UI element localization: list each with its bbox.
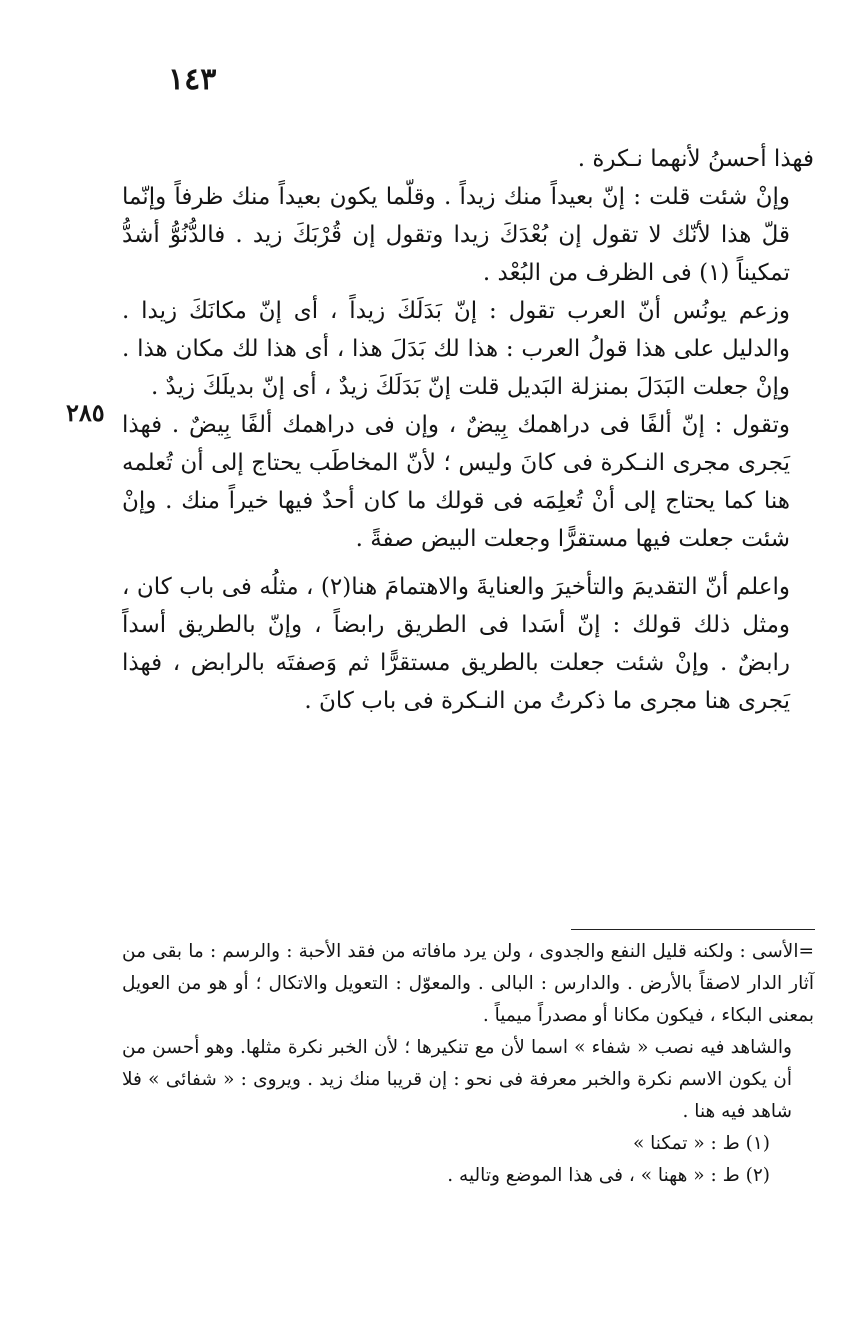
footnote-continuation-1: =الأسى : ولكنه قليل النفع والجدوى ، ولن يرد مافاته من فقد الأحبة : والرسم : ما بقى من آثار الدار لاصقاً بالأرض . والدارس : البالى . والمعوّل : التعويل والاتكال ؛ أو هو من العويل بمعنى البكاء ، فيكون مكانا أو مصدراً ميمياً . <box>122 941 814 1026</box>
main-text-body <box>122 140 814 720</box>
paragraph-4: وتقول : إنّ ألفًا فى دراهمك بِيضٌ ، وإن فى دراهمك ألفًا بِيضٌ . فهذا يَجرى مجرى النـكرة فى كانَ وليس ؛ لأنّ المخاطَب يحتاج إلى أن تُعلمه هنا كما يحتاج إلى أنْ تُعلِمَه فى قولك ما كان أحدٌ فيها خيراً منك . وإنْ شئت جعلت فيها مستقرًّا وجعلت البيض صفةً . <box>122 412 790 552</box>
paragraph-3: وزعم يونُس أنّ العرب تقول : إنّ بَدَلَكَ زيداً ، أى إنّ مكانَكَ زيدا . والدليل على هذا قولُ العرب : هذا لك بَدَلَ هذا ، أى هذا لك مكان هذا . وإنْ جعلت البَدَلَ بمنزلة البَديل قلت إنّ بَدَلَكَ زيدٌ ، أى إنّ بديلَكَ زيدٌ . <box>122 298 790 400</box>
footnotes-section <box>122 936 814 1192</box>
paragraph-2: وإنْ شئت قلت : إنّ بعيداً منك زيداً . وقلّما يكون بعيداً منك ظرفاً وإنّما قلّ هذا لأنّك لا تقول إن بُعْدَكَ زيدا وتقول إن قُرْبَكَ زيد . فالدُّنُوُّ أشدُّ تمكيناً (١) فى الظرف من البُعْد . <box>122 184 790 286</box>
paragraph-5: واعلم أنّ التقديمَ والتأخيرَ والعنايةَ والاهتمامَ هنا(٢) ، مثلُه فى باب كان ، ومثل ذلك قولك : إنّ أسَدا فى الطريق رابضاً ، وإنّ بالطريق أسداً رابضٌ . وإنْ شئت جعلت بالطريق مستقرًّا ثم وَصفتَه بالرابض ، فهذا يَجرى هنا مجرى ما ذكرتُ من النـكرة فى باب كانَ . <box>122 574 791 714</box>
footnote-continuation-2: والشاهد فيه نصب « شفاء » اسما لأن مع تنكيرها ؛ لأن الخبر نكرة مثلها. وهو أحسن من أن يكون الاسم نكرة والخبر معرفة فى نحو : إن قريبا منك زيد . ويروى : « شفائى » فلا شاهد فيه هنا . <box>122 1037 792 1122</box>
page-number: ١٤٣ <box>168 62 217 97</box>
margin-reference-number: ٢٨٥ <box>66 398 105 427</box>
footnote-separator <box>571 929 815 930</box>
paragraph-1: فهذا أحسنُ لأنهما نـكرة . <box>577 146 814 172</box>
footnote-1: (١) ط : « تمكنا » <box>632 1133 770 1154</box>
footnote-2: (٢) ط : « ههنا » ، فى هذا الموضع وتاليه . <box>447 1165 770 1186</box>
